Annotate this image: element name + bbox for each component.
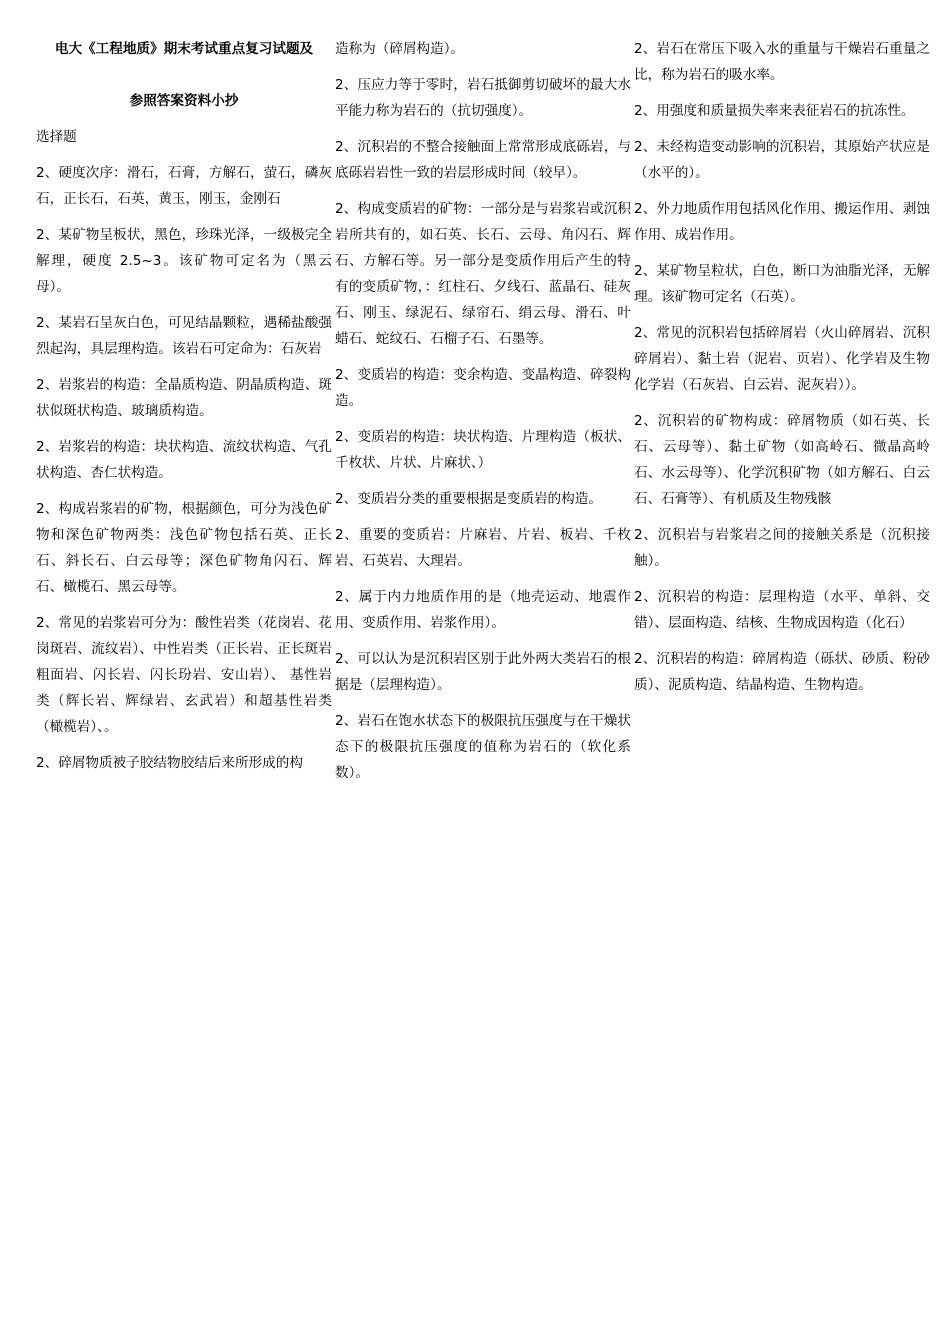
paragraph: 2、岩石在常压下吸入水的重量与干燥岩石重量之比，称为岩石的吸水率。 — [634, 41, 930, 83]
paragraph: 2、外力地质作用包括风化作用、搬运作用、剥蚀作用、成岩作用。 — [634, 201, 930, 243]
paragraph: 2、构成变质岩的矿物：一部分是与岩浆岩或沉积岩所共有的，如石英、长石、云母、角闪石、辉石、方解石等。另一部分是变质作用后产生的特有的变质矿物，：红柱石、夕线石、蓝晶石、硅灰石、刚玉、绿泥石、绿帘石、绢云母、滑石、叶蜡石、蛇纹石、石榴子石、石墨等。 — [335, 201, 631, 347]
paragraph: 2、常见的沉积岩包括碎屑岩（火山碎屑岩、沉积碎屑岩）、黏土岩（泥岩、页岩）、化学岩及生物化学岩（石灰岩、白云岩、泥灰岩））。 — [634, 325, 930, 393]
document-title-line-2: 参照答案资料小抄 — [129, 93, 239, 109]
paragraph: 2、变质岩分类的重要根据是变质岩的构造。 — [335, 491, 602, 507]
paragraph: 2、岩浆岩的构造：块状构造、流纹状构造、气孔状构造、杏仁状构造。 — [36, 439, 332, 481]
column-1 — [36, 36, 332, 786]
paragraph: 2、岩石在饱水状态下的极限抗压强度与在干燥状态下的极限抗压强度的值称为岩石的（软化系数）。 — [335, 713, 631, 781]
section-heading: 选择题 — [36, 129, 77, 145]
paragraph: 2、沉积岩的矿物构成：碎屑物质（如石英、长石、云母等）、黏土矿物（如高岭石、微晶高岭石、水云母等）、化学沉积矿物（如方解石、白云石、石膏等）、有机质及生物残骸 — [634, 413, 930, 507]
paragraph: 2、某矿物呈板状，黑色，珍珠光泽，一级极完全解理，硬度 2.5~3。该矿物可定名为（黑云母）。 — [36, 227, 332, 295]
document-title-line-1: 电大《工程地质》期末考试重点复习试题及 — [54, 41, 314, 57]
paragraph: 2、沉积岩的构造：层理构造（水平、单斜、交错）、层面构造、结核、生物成因构造（化石） — [634, 589, 930, 631]
paragraph: 2、沉积岩的构造：碎屑构造（砾状、砂质、粉砂质）、泥质构造、结晶构造、生物构造。 — [634, 651, 930, 693]
paragraph: 2、变质岩的构造：块状构造、片理构造（板状、千枚状、片状、片麻状、） — [335, 429, 631, 471]
paragraph: 2、常见的岩浆岩可分为：酸性岩类（花岗岩、花岗斑岩、流纹岩）、中性岩类（正长岩、正长斑岩粗面岩、闪长岩、闪长玢岩、安山岩）、 基性岩类（辉长岩、辉绿岩、玄武岩）和超基性岩类（橄榄岩）、。 — [36, 615, 332, 735]
paragraph: 2、变质岩的构造：变余构造、变晶构造、碎裂构造。 — [335, 367, 631, 409]
paragraph: 2、可以认为是沉积岩区别于此外两大类岩石的根据是（层理构造）。 — [335, 651, 631, 693]
paragraph: 2、岩浆岩的构造：全晶质构造、阴晶质构造、斑状似斑状构造、玻璃质构造。 — [36, 377, 332, 419]
column-3 — [634, 36, 930, 708]
paragraph: 2、碎屑物质被子胶结物胶结后来所形成的构 — [36, 755, 303, 771]
paragraph: 2、某岩石呈灰白色，可见结晶颗粒，遇稀盐酸强烈起沟，具层理构造。该岩石可定命为：石灰岩 — [36, 315, 332, 357]
paragraph: 2、用强度和质量损失率来表征岩石的抗冻性。 — [634, 103, 915, 119]
paragraph: 2、属于内力地质作用的是（地壳运动、地震作用、变质作用、岩浆作用）。 — [335, 589, 631, 631]
paragraph: 2、沉积岩与岩浆岩之间的接触关系是（沉积接触）。 — [634, 527, 930, 569]
paragraph: 2、重要的变质岩：片麻岩、片岩、板岩、千枚岩、石英岩、大理岩。 — [335, 527, 631, 569]
paragraph: 2、沉积岩的不整合接触面上常常形成底砾岩，与底砾岩岩性一致的岩层形成时间（较早）。 — [335, 139, 631, 181]
paragraph: 2、未经构造变动影响的沉积岩，其原始产状应是（水平的）。 — [634, 139, 930, 181]
paragraph: 2、构成岩浆岩的矿物，根据颜色，可分为浅色矿物和深色矿物两类：浅色矿物包括石英、正长石、斜长石、白云母等；深色矿物角闪石、辉石、橄榄石、黑云母等。 — [36, 501, 332, 595]
paragraph: 2、压应力等于零时，岩石抵御剪切破坏的最大水平能力称为岩石的（抗切强度）。 — [335, 77, 631, 119]
paragraph: 2、某矿物呈粒状，白色，断口为油脂光泽，无解理。该矿物可定名（石英）。 — [634, 263, 930, 305]
column-2 — [335, 36, 631, 796]
paragraph: 2、硬度次序：滑石，石膏，方解石，萤石，磷灰石，正长石，石英，黄玉，刚玉，金刚石 — [36, 165, 332, 207]
paragraph: 造称为（碎屑构造）。 — [335, 41, 465, 57]
